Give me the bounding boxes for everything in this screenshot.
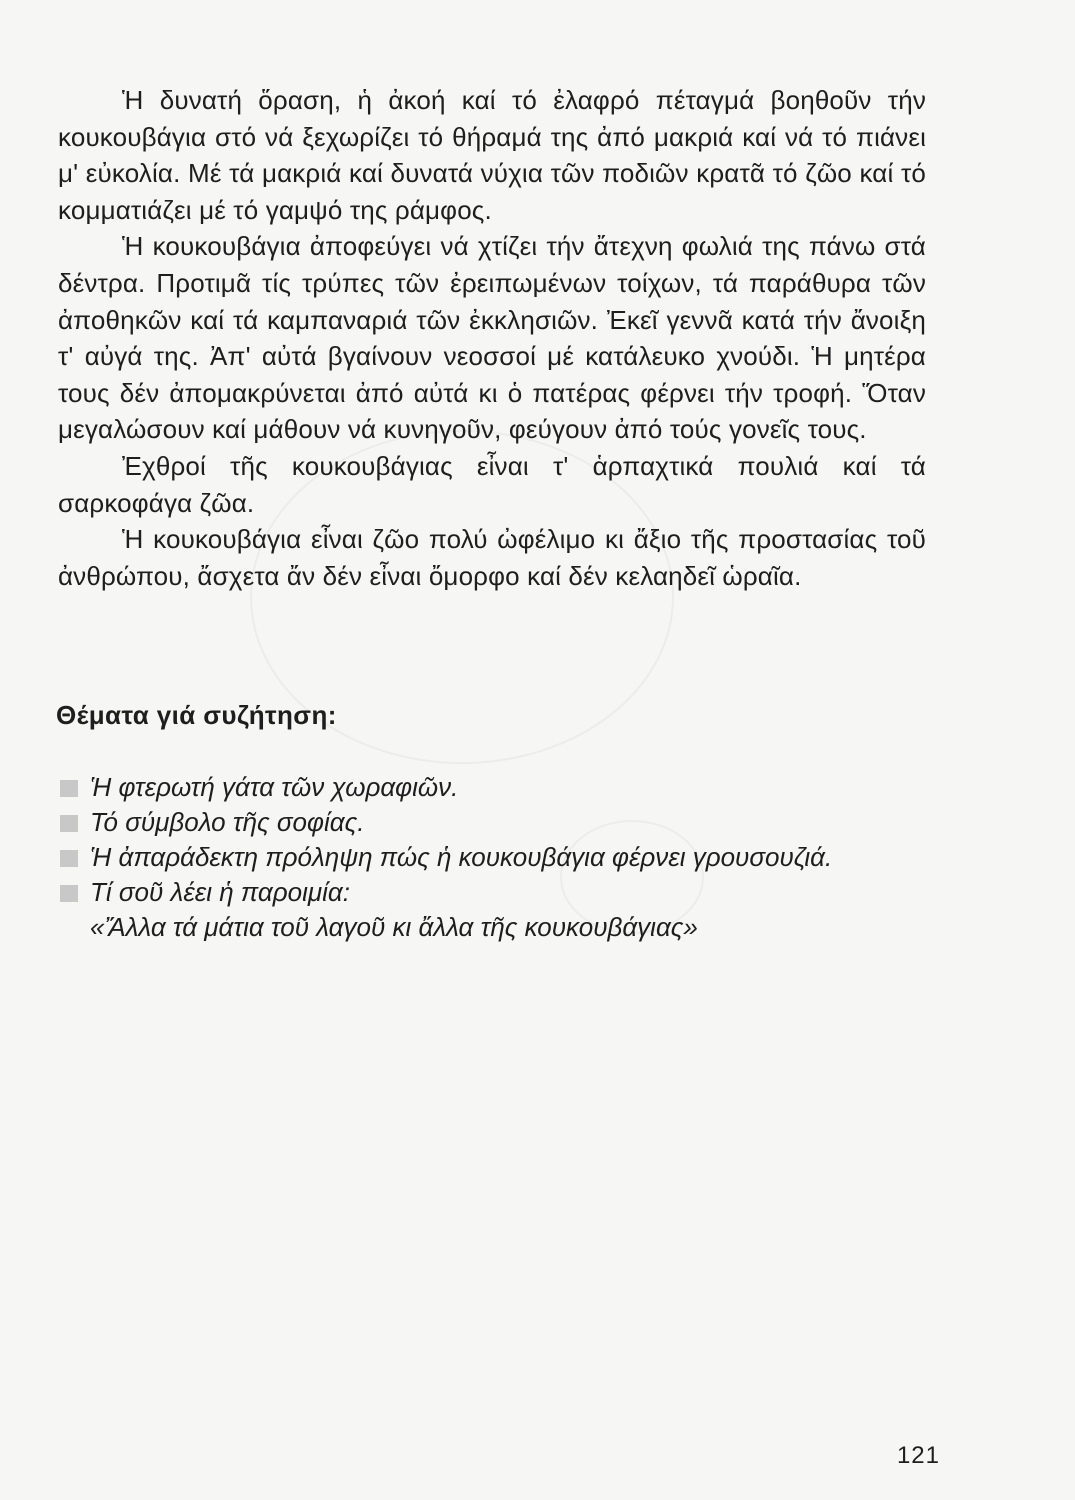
list-item: [60, 875, 926, 945]
discussion-heading: Θέματα γιά συζήτηση:: [56, 700, 337, 730]
list-item: [60, 770, 926, 805]
proverb-quote: «Ἄλλα τά μάτια τοῦ λαγοῦ κι ἄλλα τῆς κουκουβάγιας»: [90, 912, 698, 942]
page-number: 121: [896, 1442, 940, 1469]
discussion-topics: [60, 770, 926, 945]
topic-text: Ἡ φτερωτή γάτα τῶν χωραφιῶν.: [90, 772, 459, 802]
paragraph-owl-senses: Ἡ δυνατή ὅραση, ἡ ἀκοή καί τό ἐλαφρό πέταγμά βοηθοῦν τήν κουκουβάγια στό νά ξεχωρίζει τό θήραμά της ἀπό μακριά καί νά τό πιάνει μ' εὐκολία. Μέ τά μακριά καί δυνατά νύχια τῶν ποδιῶν κρατᾶ τό ζῶο καί τό κομματιάζει μέ τό γαμψό της ράμφος.: [58, 85, 926, 225]
topic-text: Τί σοῦ λέει ἡ παροιμία:: [90, 877, 350, 907]
list-item: [60, 805, 926, 840]
topic-text: Ἡ ἀπαράδεκτη πρόληψη πώς ἡ κουκουβάγια φέρνει γρουσουζιά.: [90, 842, 833, 872]
body-text: [58, 82, 926, 594]
paragraph-owl-nest: Ἡ κουκουβάγια ἀποφεύγει νά χτίζει τήν ἄτεχνη φωλιά της πάνω στά δέντρα. Προτιμᾶ τίς τρύπες τῶν ἐρειπωμένων τοίχων, τά παράθυρα τῶν ἀποθηκῶν καί τά καμπαναριά τῶν ἐκκλησιῶν. Ἐκεῖ γεννᾶ κατά τήν ἄνοιξη τ' αὐγά της. Ἀπ' αὐτά βγαίνουν νεοσσοί μέ κατάλευκο χνούδι. Ἡ μητέρα τους δέν ἀπομακρύνεται ἀπό αὐτά κι ὁ πατέρας φέρνει τήν τροφή. Ὅταν μεγαλώσουν καί μάθουν νά κυνηγοῦν, φεύγουν ἀπό τούς γονεῖς τους.: [58, 231, 926, 445]
square-bullet-icon: [60, 815, 78, 832]
topic-text: Τό σύμβολο τῆς σοφίας.: [90, 807, 365, 837]
square-bullet-icon: [60, 780, 78, 797]
list-item: [60, 840, 926, 875]
paragraph-owl-usefulness: Ἡ κουκουβάγια εἶναι ζῶο πολύ ὠφέλιμο κι ἄξιο τῆς προστασίας τοῦ ἀνθρώπου, ἄσχετα ἄν δέν εἶναι ὄμορφο καί δέν κελαηδεῖ ὡραῖα.: [58, 524, 926, 591]
square-bullet-icon: [60, 850, 78, 867]
square-bullet-icon: [60, 885, 78, 902]
paragraph-owl-enemies: Ἐχθροί τῆς κουκουβάγιας εἶναι τ' ἁρπαχτικά πουλιά καί τά σαρκοφάγα ζῶα.: [58, 450, 926, 518]
